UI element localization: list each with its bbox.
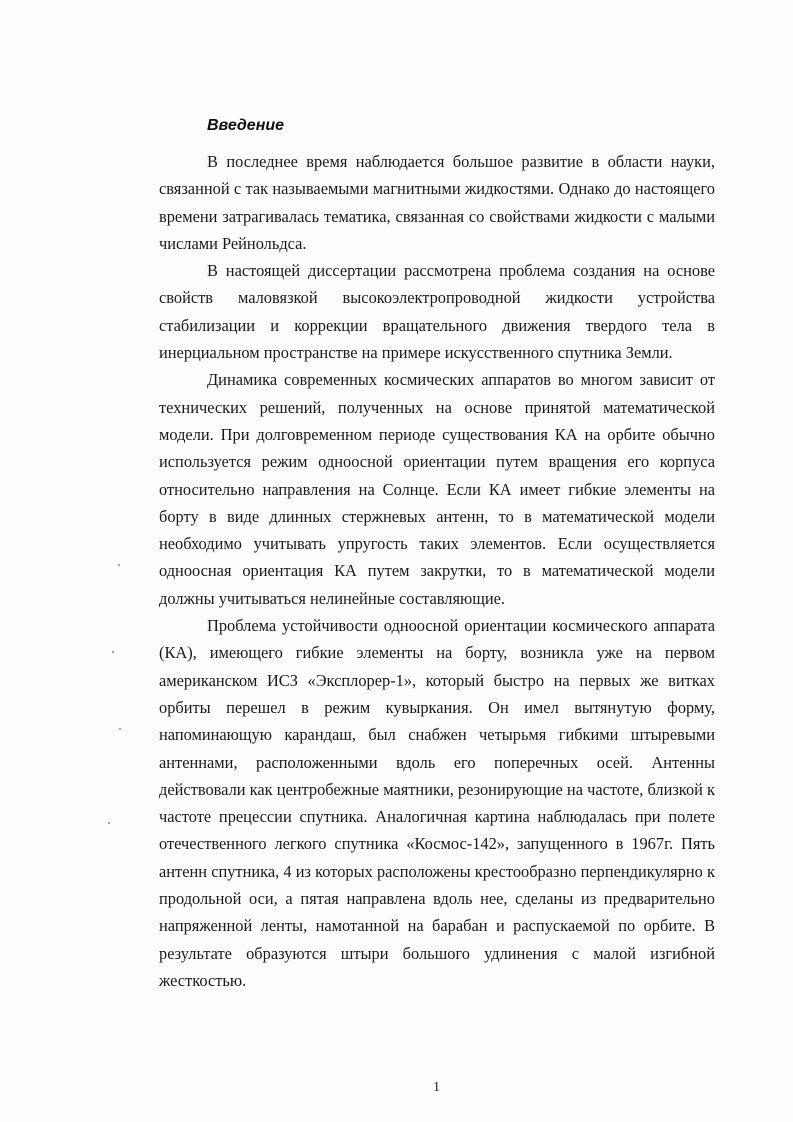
paragraph-4: Проблема устойчивости одноосной ориентации космического аппарата (КА), имеющего гибкие элементы на борту, возникла уже на первом американском ИСЗ «Эксплорер-1», который быстро на первых же витках орбиты перешел в режим кувыркания. Он имел вытянутую форму, напоминающую карандаш, был снабжен четырьмя гибкими штыревыми антеннами, расположенными вдоль его поперечных осей. Антенны действовали как центробежные маятники, резонирующие на частоте, близкой к частоте прецессии спутника. Аналогичная картина наблюдалась при полете отечественного легкого спутника «Космос-142», запущенного в 1967г. Пять антенн спутника, 4 из которых расположены крестообразно перпендикулярно к продольной оси, а пятая направлена вдоль нее, сделаны из предварительно напряженной ленты, намотанной на барабан и распускаемой по орбите. В результате образуются штыри большого удлинения с малой изгибной жесткостью. [159,616,715,990]
scan-speck [119,728,121,730]
paragraph-1: В последнее время наблюдается большое развитие в области науки, связанной с так называемыми магнитными жидкостями. Однако до настоящего времени затрагивалась тематика, связанная со свойствами жидкости с малыми числами Рейнольдса. [159,152,715,253]
paragraph-3: Динамика современных космических аппаратов во многом зависит от технических решений, полученных на основе принятой математической модели. При долговременном периоде существования КА на орбите обычно используется режим одноосной ориентации путем вращения его корпуса относительно направления на Солнце. Если КА имеет гибкие элементы на борту в виде длинных стержневых антенн, то в математической модели необходимо учитывать упругость таких элементов. Если осуществляется одноосная ориентация КА путем закрутки, то в математической модели должны учитываться нелинейные составляющие. [159,370,715,608]
section-heading: Введение [207,117,285,134]
scan-speck [118,564,120,566]
scan-speck [112,651,114,653]
page-number: 1 [433,1080,440,1095]
paragraph-2: В настоящей диссертации рассмотрена проблема создания на основе свойств маловязкой высокоэлектропроводной жидкости устройства стабилизации и коррекции вращательного движения твердого тела в инерциальном пространстве на примере искусственного спутника Земли. [159,261,715,363]
body-text [159,148,715,994]
scan-speck [108,822,110,824]
